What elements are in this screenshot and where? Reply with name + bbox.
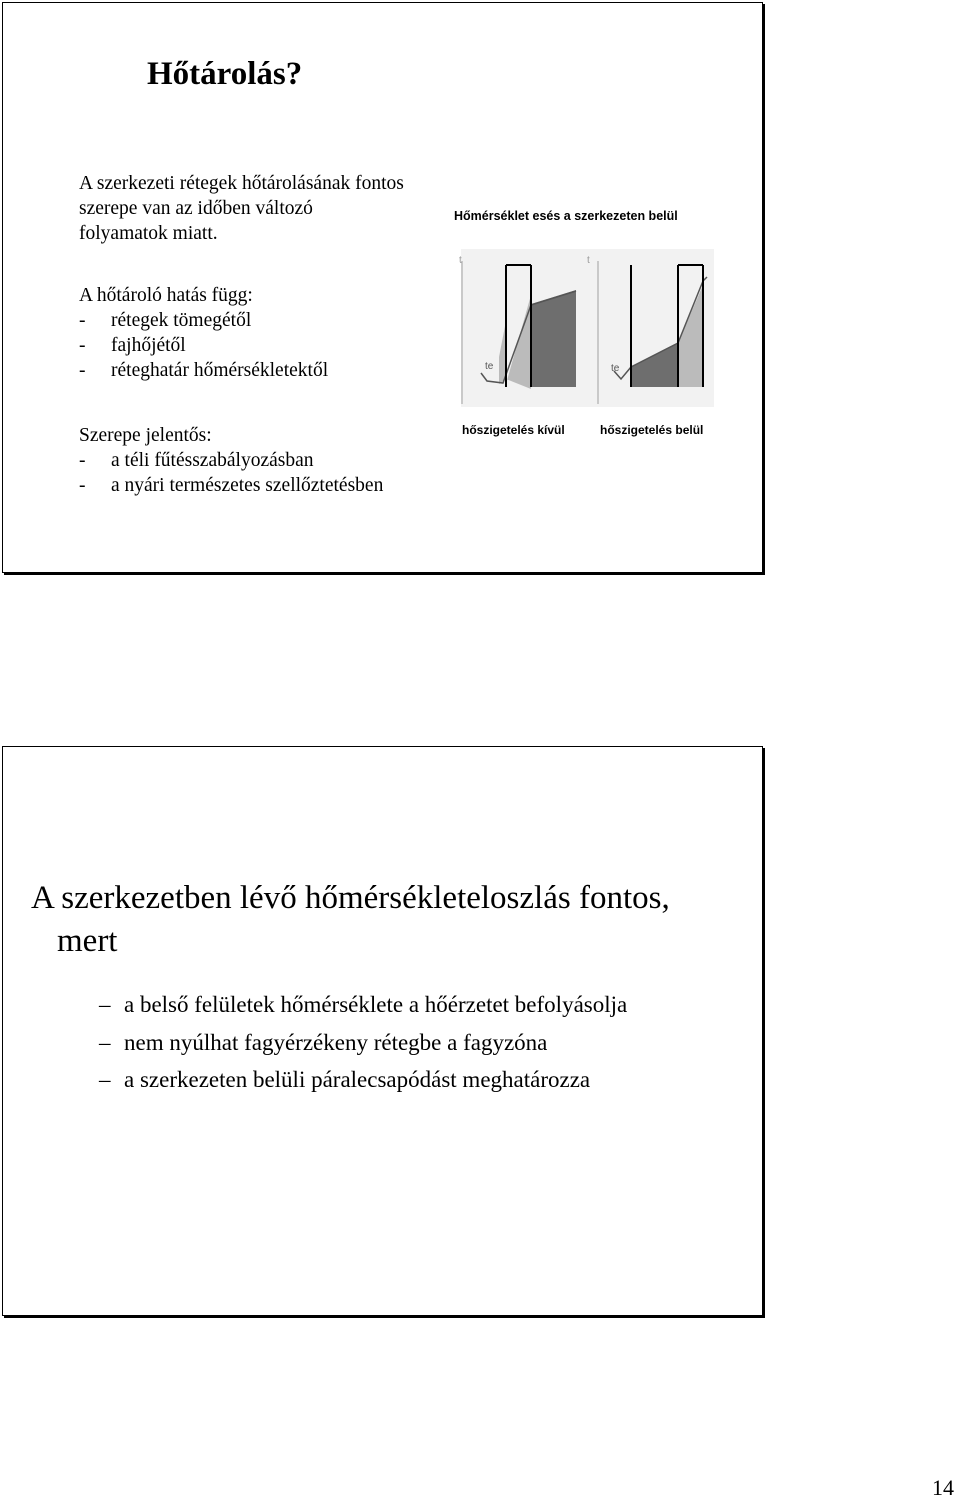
depends-heading: A hőtároló hatás függ:	[79, 285, 253, 306]
list-item: – nem nyúlhat fagyérzékeny rétegbe a fagyzóna	[99, 1024, 627, 1062]
te-label: te	[485, 361, 494, 372]
bullet: -	[79, 475, 86, 496]
temperature-diagram	[451, 239, 716, 409]
list-item: - a téli fűtésszabályozásban	[79, 450, 314, 471]
role-heading: Szerepe jelentős:	[79, 425, 212, 446]
bullet: -	[79, 360, 86, 381]
slide-bottom	[2, 746, 763, 1316]
reason-list	[99, 986, 627, 1099]
te-label: te	[611, 363, 620, 374]
intro-paragraph	[79, 171, 404, 246]
heading-line: mert	[57, 923, 118, 959]
list-item: - rétegek tömegétől	[79, 310, 252, 331]
bullet: –	[99, 992, 111, 1017]
intro-line: A szerkezeti rétegek hőtárolásának fontos	[79, 173, 404, 194]
axis-label: t	[459, 255, 462, 266]
axis-label: t	[587, 255, 590, 266]
list-item: - fajhőjétől	[79, 335, 186, 356]
slide-top	[2, 2, 763, 573]
left-caption: hőszigetelés kívül	[462, 423, 565, 437]
intro-line: szerepe van az időben változó	[79, 198, 313, 219]
list-item: - réteghatár hőmérsékletektől	[79, 360, 329, 381]
bullet: –	[99, 1029, 111, 1055]
slide-title: Hőtárolás?	[147, 56, 303, 92]
list-item: – a belső felületek hőmérséklete a hőérzetet befolyásolja	[99, 986, 627, 1024]
area-wall	[531, 290, 576, 387]
list-item: - a nyári természetes szellőztetésben	[79, 475, 384, 496]
slide-heading	[31, 877, 670, 963]
list-item: – a szerkezeten belüli páralecsapódást meghatározza	[99, 1061, 627, 1099]
depends-block	[79, 283, 328, 383]
right-caption: hőszigetelés belül	[600, 423, 704, 437]
heading-line: A szerkezetben lévő hőmérsékleteloszlás fontos,	[31, 880, 670, 916]
role-block	[79, 423, 383, 498]
page-number: 14	[932, 1475, 954, 1500]
bullet: -	[79, 310, 86, 331]
bullet: -	[79, 335, 86, 356]
intro-line: folyamatok miatt.	[79, 223, 218, 244]
bullet: -	[79, 450, 86, 471]
bullet: –	[99, 1067, 111, 1092]
figure-title: Hőmérséklet esés a szerkezeten belül	[454, 209, 678, 223]
